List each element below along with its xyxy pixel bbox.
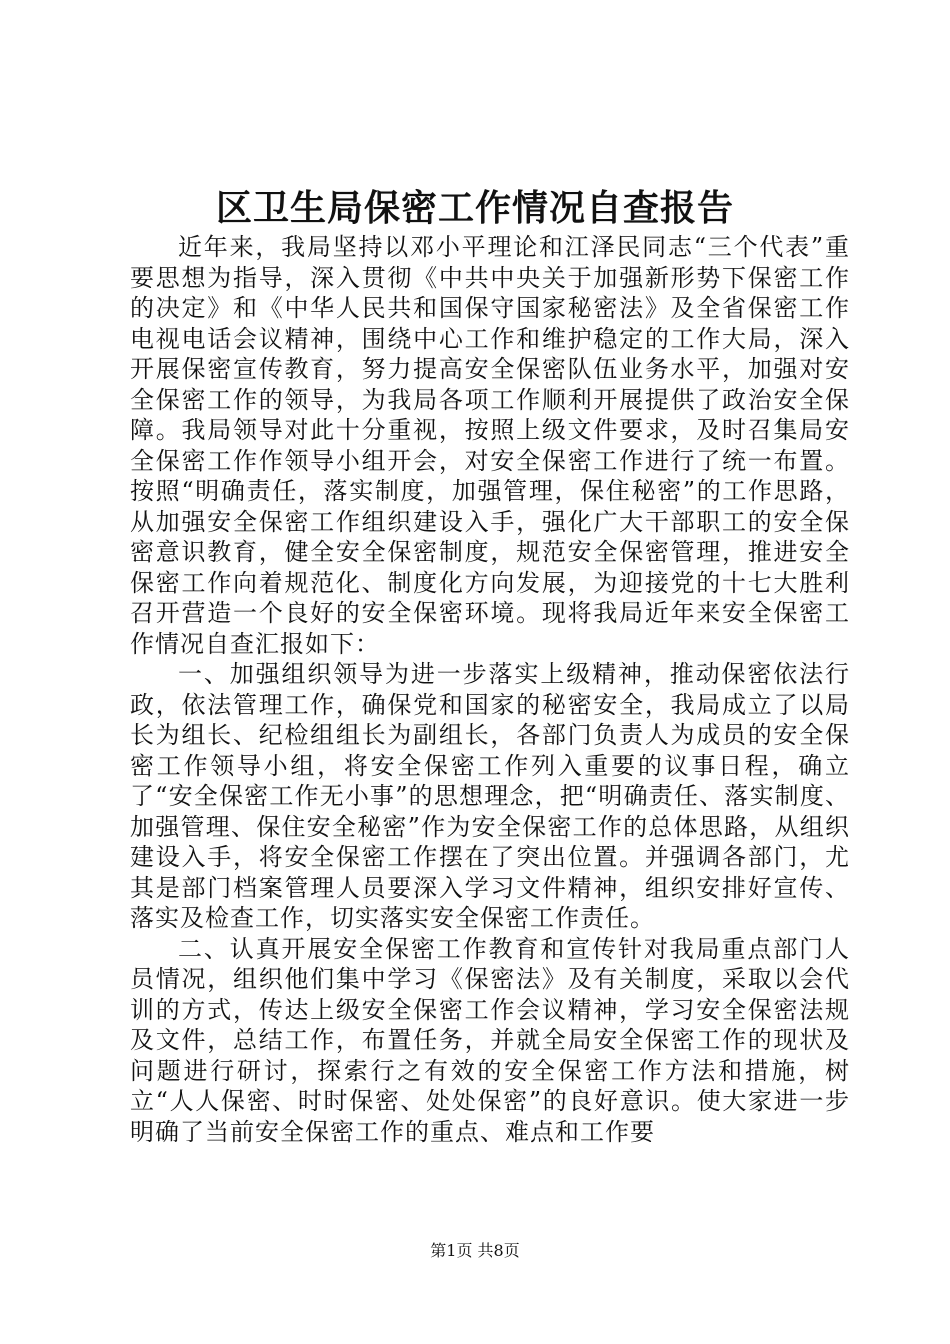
document-title: 区卫生局保密工作情况自查报告 [215, 187, 734, 229]
paragraph-section-1: 一、加强组织领导为进一步落实上级精神，推动保密依法行政，依法管理工作，确保党和国家的秘密安全，我局成立了以局长为组长、纪检组组长为副组长，各部门负责人为成员的安全保密工作领导小组，将安全保密工作列入重要的议事日程，确立了“安全保密工作无小事”的思想理念，把“明确责任、落实制度、加强管理、保住安全秘密”作为安全保密工作的总体思路，从组织建设入手，将安全保密工作摆在了突出位置。并强调各部门，尤其是部门档案管理人员要深入学习文件精神，组织安排好宣传、落实及检查工作，切实落实安全保密工作责任。 [130, 660, 850, 932]
page-footer: 第1页 共8页 [430, 1241, 520, 1260]
document-body [130, 232, 850, 1147]
paragraph-section-2: 二、认真开展安全保密工作教育和宣传针对我局重点部门人员情况，组织他们集中学习《保密法》及有关制度，采取以会代训的方式，传达上级安全保密工作会议精神，学习安全保密法规及文件，总结工作，布置任务，并就全局安全保密工作的现状及问题进行研讨，探索行之有效的安全保密工作方法和措施，树立“人人保密、时时保密、处处保密”的良好意识。使大家进一步明确了当前安全保密工作的重点、难点和工作要 [130, 934, 850, 1146]
paragraph-intro: 近年来，我局坚持以邓小平理论和江泽民同志“三个代表”重要思想为指导，深入贯彻《中共中央关于加强新形势下保密工作的决定》和《中华人民共和国保守国家秘密法》及全省保密工作电视电话会议精神，围绕中心工作和维护稳定的工作大局，深入开展保密宣传教育，努力提高安全保密队伍业务水平，加强对安全保密工作的领导，为我局各项工作顺利开展提供了政治安全保障。我局领导对此十分重视，按照上级文件要求，及时召集局安全保密工作作领导小组开会，对安全保密工作进行了统一布置。按照“明确责任，落实制度，加强管理，保住秘密”的工作思路，从加强安全保密工作组织建设入手，强化广大干部职工的安全保密意识教育，健全安全保密制度，规范安全保密管理，推进安全保密工作向着规范化、制度化方向发展，为迎接党的十七大胜利召开营造一个良好的安全保密环境。现将我局近年来安全保密工作情况自查汇报如下： [130, 233, 850, 658]
